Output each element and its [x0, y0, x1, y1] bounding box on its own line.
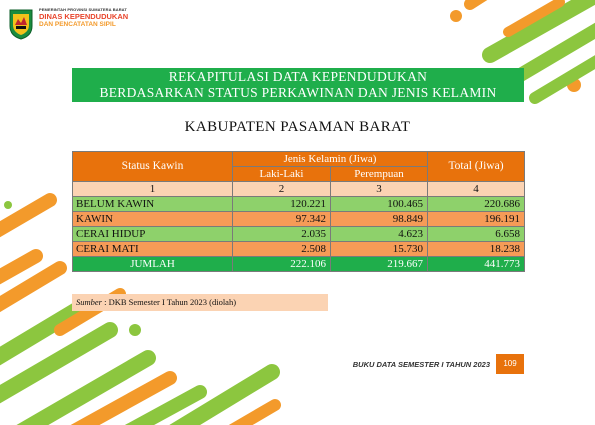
- deco-dot: [4, 201, 12, 209]
- row-label: KAWIN: [73, 212, 233, 227]
- cell-male: 97.342: [233, 212, 331, 227]
- cell-female: 4.623: [331, 227, 428, 242]
- report-title-banner: [72, 68, 524, 102]
- agency-logo: [8, 8, 128, 40]
- col-number: 4: [428, 182, 525, 197]
- page-number: 109: [496, 354, 524, 374]
- region-subtitle: KABUPATEN PASAMAN BARAT: [184, 119, 411, 135]
- cell-male: 120.221: [233, 197, 331, 212]
- col-number: 3: [331, 182, 428, 197]
- col-number: 2: [233, 182, 331, 197]
- table-row: [73, 212, 525, 227]
- total-total: 441.773: [428, 257, 525, 272]
- col-number: 1: [73, 182, 233, 197]
- deco-dot: [450, 10, 462, 22]
- source-note: [72, 294, 328, 311]
- table-row: [73, 227, 525, 242]
- deco-stroke: [470, 0, 498, 4]
- title-line1: REKAPITULASI DATA KEPENDUDUKAN: [168, 69, 428, 84]
- row-label: CERAI HIDUP: [73, 227, 233, 242]
- cell-female: 100.465: [331, 197, 428, 212]
- total-label: JUMLAH: [73, 257, 233, 272]
- row-label: BELUM KAWIN: [73, 197, 233, 212]
- table-row: [73, 197, 525, 212]
- cell-male: 2.508: [233, 242, 331, 257]
- table-row: [73, 242, 525, 257]
- header-female: Perempuan: [331, 167, 428, 182]
- cell-total: 220.686: [428, 197, 525, 212]
- header-line1: PEMERINTAH PROVINSI SUMATERA BARAT: [39, 7, 127, 12]
- title-line2: BERDASARKAN STATUS PERKAWINAN DAN JENIS KELAMIN: [99, 85, 497, 100]
- total-male: 222.106: [233, 257, 331, 272]
- header-line3: DAN PENCATATAN SIPIL: [39, 21, 116, 29]
- cell-total: 6.658: [428, 227, 525, 242]
- header-status: Status Kawin: [73, 152, 233, 182]
- cell-total: 18.238: [428, 242, 525, 257]
- source-label: Sumber: [76, 297, 102, 307]
- provincial-emblem-icon: [8, 8, 34, 40]
- cell-female: 15.730: [331, 242, 428, 257]
- total-row: [73, 257, 525, 272]
- cell-female: 98.849: [331, 212, 428, 227]
- cell-total: 196.191: [428, 212, 525, 227]
- header-total: Total (Jiwa): [428, 152, 525, 182]
- marital-status-table: [72, 151, 525, 272]
- footer-book-title: BUKU DATA SEMESTER I TAHUN 2023: [352, 360, 490, 369]
- source-text: : DKB Semester I Tahun 2023 (diolah): [104, 297, 237, 307]
- cell-male: 2.035: [233, 227, 331, 242]
- header-male: Laki-Laki: [233, 167, 331, 182]
- row-label: CERAI MATI: [73, 242, 233, 257]
- header-gender-group: Jenis Kelamin (Jiwa): [233, 152, 428, 167]
- total-female: 219.667: [331, 257, 428, 272]
- header-line2: DINAS KEPENDUDUKAN: [39, 11, 129, 21]
- deco-dot: [129, 324, 141, 336]
